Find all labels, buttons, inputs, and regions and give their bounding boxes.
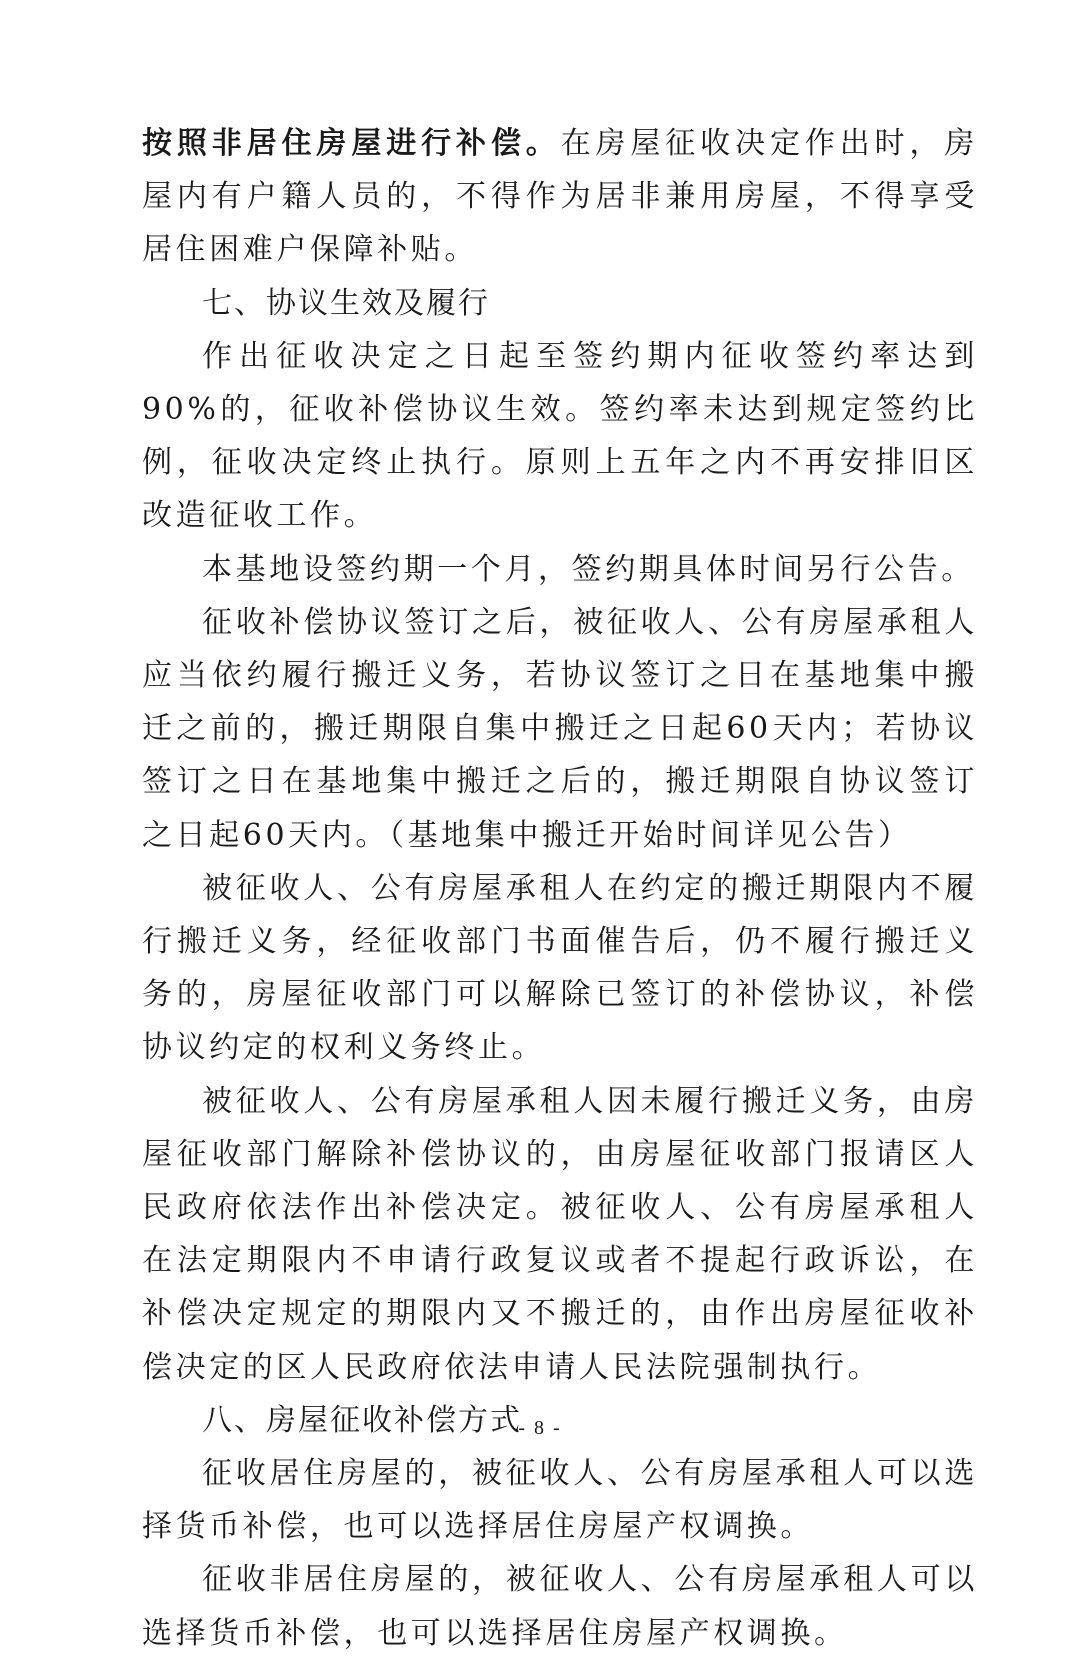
paragraph: 本基地设签约期一个月，签约期具体时间另行公告。 (202, 551, 975, 587)
bold-lead-text: 按照非居住房屋进行补偿。 (142, 126, 561, 161)
paragraph-continuation (142, 117, 978, 277)
page-number: - 8 - (518, 1417, 562, 1439)
paragraph: 被征收人、公有房屋承租人因未履行搬迁义务，由房屋征收部门解除补偿协议的，由房屋征收部门报请区人民政府依法作出补偿决定。被征收人、公有房屋承租人在法定期限内不申请行政复议或者不提起行政诉讼，在补偿决定规定的期限内又不搬迁的，由作出房屋征收补偿决定的区人民政府依法申请人民法院强制执行。 (142, 1083, 978, 1385)
paragraph: 作出征收决定之日起至签约期内征收签约率达到90%的，征收补偿协议生效。签约率未达到规定签约比例，征收决定终止执行。原则上五年之内不再安排旧区改造征收工作。 (142, 338, 978, 534)
paragraph-text: 在房屋征收决定作出时，房屋内有户籍人员的，不得作为居非兼用房屋，不得享受居住困难户保障补贴。 (142, 126, 978, 268)
paragraph: 征收非居住房屋的，被征收人、公有房屋承租人可以选择货币补偿，也可以选择居住房屋产权调换。 (142, 1562, 978, 1651)
paragraph: 征收补偿协议签订之后，被征收人、公有房屋承租人应当依约履行搬迁义务，若协议签订之日在基地集中搬迁之前的，搬迁期限自集中搬迁之日起60天内；若协议签订之日在基地集中搬迁之后的，搬迁期限自协议签订之日起60天内。（基地集中搬迁开始时间详见公告） (142, 604, 978, 853)
paragraph: 征收居住房屋的，被征收人、公有房屋承租人可以选择货币补偿，也可以选择居住房屋产权调换。 (142, 1456, 978, 1545)
section-heading-8: 八、房屋征收补偿方式 (202, 1402, 522, 1438)
paragraph: 被征收人、公有房屋承租人在约定的搬迁期限内不履行搬迁义务，经征收部门书面催告后，仍不履行搬迁义务的，房屋征收部门可以解除已签订的补偿协议，补偿协议约定的权利义务终止。 (142, 870, 978, 1066)
section-heading-7: 七、协议生效及履行 (202, 285, 490, 321)
